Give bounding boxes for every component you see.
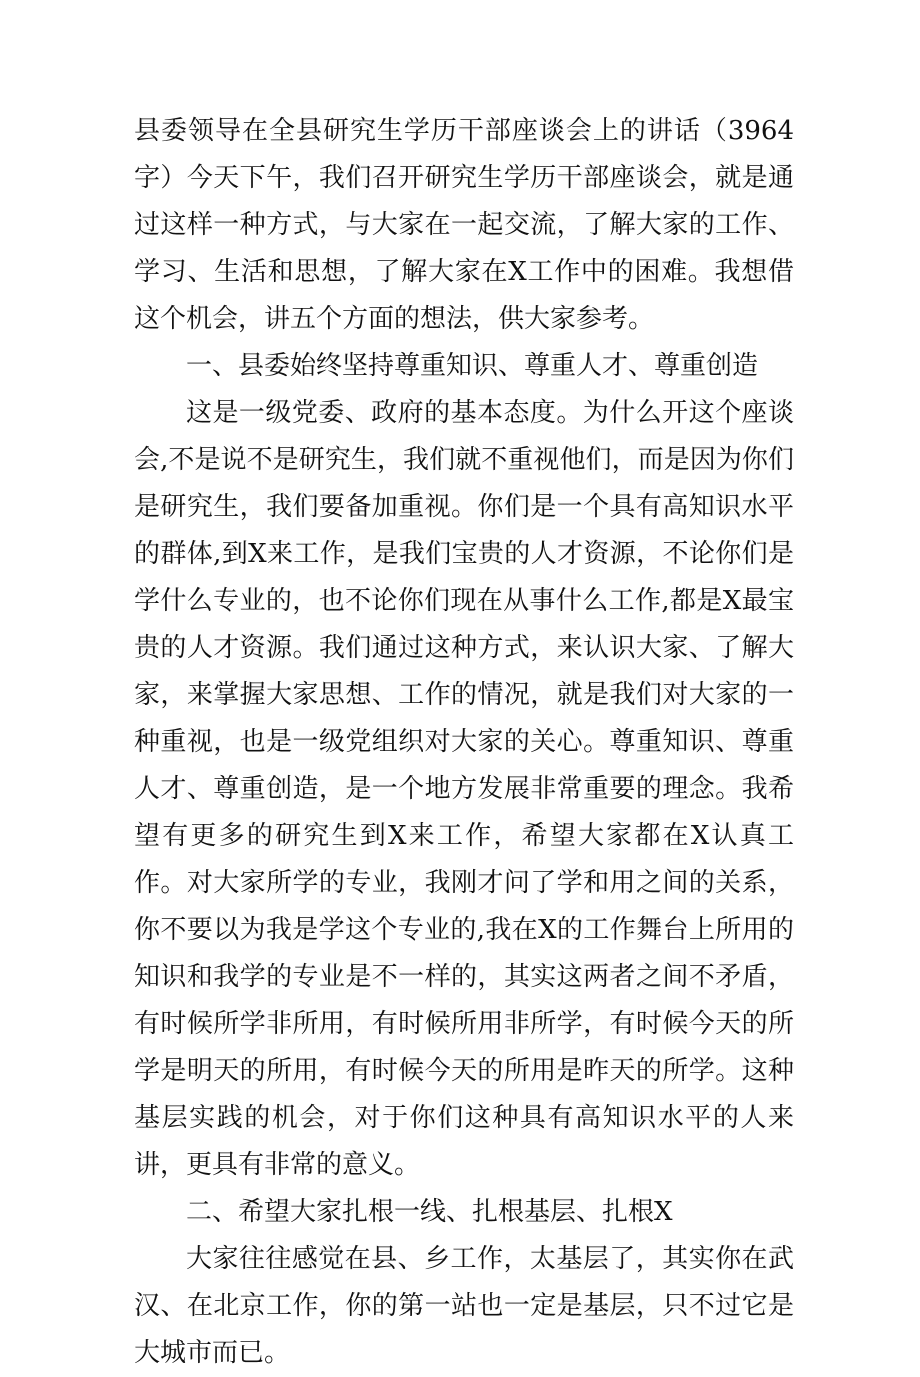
- section-1-body: 这是一级党委、政府的基本态度。为什么开这个座谈会,不是说不是研究生，我们就不重视他们，而是因为你们是研究生，我们要备加重视。你们是一个具有高知识水平的群体,到X来工作，是我们宝贵的人才资源，不论你们是学什么专业的，也不论你们现在从事什么工作,都是X最宝贵的人才资源。我们通过这种方式，来认识大家、了解大家，来掌握大家思想、工作的情况，就是我们对大家的一种重视，也是一级党组织对大家的关心。尊重知识、尊重人才、尊重创造，是一个地方发展非常重要的理念。我希望有更多的研究生到X来工作，希望大家都在X认真工作。对大家所学的专业，我刚才问了学和用之间的关系，你不要以为我是学这个专业的,我在X的工作舞台上所用的知识和我学的专业是不一样的，其实这两者之间不矛盾，有时候所学非所用，有时候所用非所学，有时候今天的所学是明天的所用，有时候今天的所用是昨天的所学。这种基层实践的机会，对于你们这种具有高知识水平的人来讲，更具有非常的意义。: [134, 398, 794, 1180]
- intro-paragraph: 县委领导在全县研究生学历干部座谈会上的讲话（3964字）今天下午，我们召开研究生学历干部座谈会，就是通过这样一种方式，与大家在一起交流，了解大家的工作、学习、生活和思想，了解大家在X工作中的困难。我想借这个机会，讲五个方面的想法，供大家参考。: [134, 116, 794, 334]
- document-page: [134, 108, 794, 1377]
- section-2-body: 大家往往感觉在县、乡工作，太基层了，其实你在武汉、在北京工作，你的第一站也一定是基层，只不过它是大城市而已。: [134, 1244, 794, 1368]
- section-1-heading: 一、县委始终坚持尊重知识、尊重人才、尊重创造: [186, 351, 759, 381]
- section-2-heading: 二、希望大家扎根一线、扎根基层、扎根X: [186, 1197, 673, 1227]
